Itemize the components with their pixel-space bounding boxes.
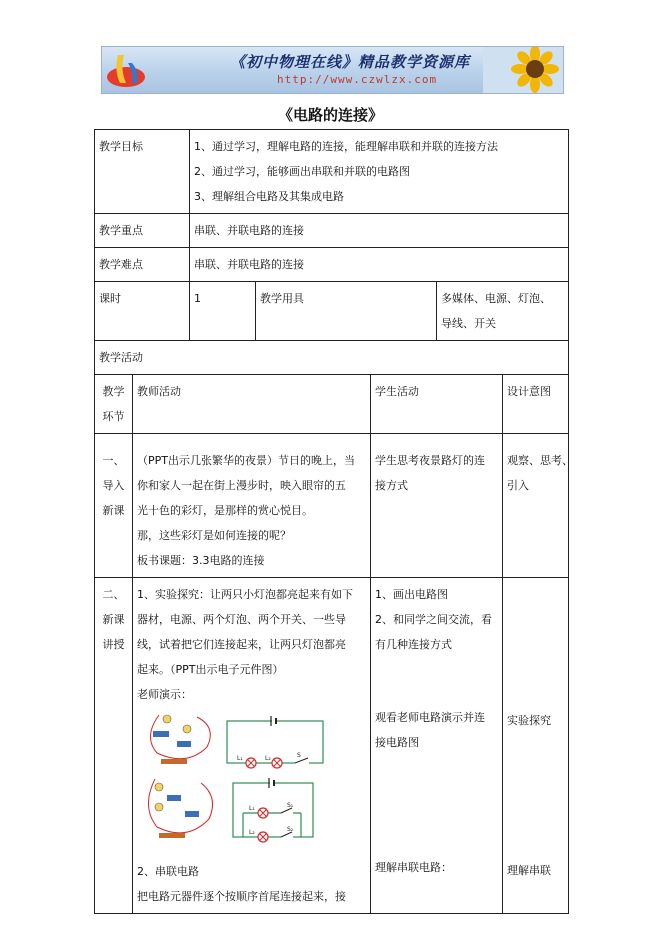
stage-cell <box>95 434 133 578</box>
lamp-l2-icon <box>258 832 268 842</box>
col-stage <box>95 375 133 434</box>
student-cell <box>371 578 503 914</box>
lamp-l1-icon <box>246 758 256 768</box>
teacher-cell <box>133 578 371 914</box>
hours-row <box>95 282 569 341</box>
goal-item: 3、理解组合电路及其集成电路 <box>194 190 344 203</box>
tools-label: 教学用具 <box>256 282 437 341</box>
student-cell <box>371 434 503 578</box>
teacher-cell <box>133 434 371 578</box>
activity-row-intro <box>95 434 569 578</box>
teacher-line: 1、实验探究：让两只小灯泡都亮起来有如下 <box>137 588 353 601</box>
student-line: 1、画出电路图 <box>375 588 448 601</box>
site-logo-icon <box>104 49 148 91</box>
header-banner <box>101 46 564 94</box>
teacher-line: 器材，电源、两个灯泡、两个开关、一些导 <box>137 613 346 626</box>
label-l1: L₁ <box>249 805 255 812</box>
lesson-plan-table <box>94 129 573 914</box>
columns-header-row <box>95 375 569 434</box>
student-line: 理解串联电路： <box>375 861 452 874</box>
teacher-line: 那，这些彩灯是如何连接的呢？ <box>137 529 291 542</box>
goals-row <box>95 130 569 214</box>
goal-item: 2、通过学习，能够画出串联和并联的电路图 <box>194 165 410 178</box>
teacher-line: 光十色的彩灯，是那样的赏心悦目。 <box>137 504 313 517</box>
teacher-line: 你和家人一起在街上漫步时，映入眼帘的五 <box>137 479 346 492</box>
tools-value <box>437 282 569 341</box>
tools-line: 导线、开关 <box>441 317 496 330</box>
student-line: 观看老师电路演示并连 <box>375 711 485 724</box>
teacher-line: 2、串联电路 <box>137 865 199 878</box>
hours-label: 课时 <box>95 282 190 341</box>
intent-line: 观察、思考、 <box>507 454 573 467</box>
col-student: 学生活动 <box>371 375 503 434</box>
intent-line: 实验探究 <box>507 714 551 727</box>
student-line: 有几种连接方式 <box>375 638 452 651</box>
teacher-line: 板书课题：3.3电路的连接 <box>137 554 265 567</box>
student-line: 接电路图 <box>375 736 419 749</box>
document-title: 《电路的连接》 <box>277 106 383 124</box>
intent-cell <box>503 578 569 914</box>
sunflower-icon <box>483 47 563 93</box>
student-line: 接方式 <box>375 479 408 492</box>
stage-line: 二、 <box>102 588 125 601</box>
stage-line: 新课 <box>102 613 125 626</box>
lamp-l2-icon <box>272 758 282 768</box>
label-l1: L₁ <box>237 755 243 762</box>
intent-cell <box>503 434 573 578</box>
difficulty-row <box>95 248 569 282</box>
key-point-label: 教学重点 <box>95 214 190 248</box>
site-name: 《初中物理在线》精品教学资源库 <box>230 53 471 71</box>
label-l2: L₂ <box>249 829 255 836</box>
activities-row <box>95 341 569 375</box>
stage-line: 导入 <box>102 479 125 492</box>
goals-label: 教学目标 <box>95 130 190 214</box>
label-s2: S₂ <box>287 826 294 833</box>
student-line: 2、和同学之间交流，看 <box>375 613 492 626</box>
student-line: 学生思考夜景路灯的连 <box>375 454 485 467</box>
parallel-circuit-diagram <box>233 783 313 837</box>
intent-line: 引入 <box>507 479 529 492</box>
goal-item: 1、通过学习，理解电路的连接，能理解串联和并联的连接方法 <box>194 140 498 153</box>
teacher-line: 起来。（PPT出示电子元件图） <box>137 663 284 676</box>
experiment-photo-bottom <box>148 779 212 838</box>
label-s1: S₁ <box>287 802 294 809</box>
key-point-value: 串联、并联电路的连接 <box>190 214 569 248</box>
col-stage-line: 环节 <box>102 410 125 423</box>
lamp-l1-icon <box>258 808 268 818</box>
circuit-diagrams <box>137 707 366 859</box>
teacher-line: 线，试着把它们连接起来，让两只灯泡都亮 <box>137 638 346 651</box>
hours-value: 1 <box>190 282 256 341</box>
col-intent: 设计意图 <box>503 375 569 434</box>
teacher-line: 老师演示： <box>137 688 192 701</box>
stage-cell <box>95 578 133 914</box>
label-l2: L₂ <box>265 755 271 762</box>
stage-line: 讲授 <box>102 638 125 651</box>
activity-row-new-lesson <box>95 578 569 914</box>
key-point-row <box>95 214 569 248</box>
intent-line: 理解串联 <box>507 864 551 877</box>
col-teacher: 教师活动 <box>133 375 371 434</box>
col-stage-line: 教学 <box>102 385 125 398</box>
stage-line: 新课 <box>102 504 125 517</box>
teacher-line: 把电路元器件逐个按顺序首尾连接起来，接 <box>137 890 346 903</box>
experiment-photo-top <box>150 715 210 764</box>
tools-line: 多媒体、电源、灯泡、 <box>441 292 551 305</box>
circuit-illustration <box>137 707 357 857</box>
switch-symbol-icon <box>295 758 309 766</box>
teacher-line: （PPT出示几张繁华的夜景）节日的晚上，当 <box>137 454 355 467</box>
difficulty-value: 串联、并联电路的连接 <box>190 248 569 282</box>
goals-content <box>190 130 569 214</box>
stage-line: 一、 <box>102 454 125 467</box>
site-url[interactable]: http://www.czwlzx.com <box>277 73 438 86</box>
activities-label: 教学活动 <box>95 341 569 375</box>
difficulty-label: 教学难点 <box>95 248 190 282</box>
label-s: S <box>297 752 301 759</box>
switch-symbol-icon <box>281 808 293 840</box>
